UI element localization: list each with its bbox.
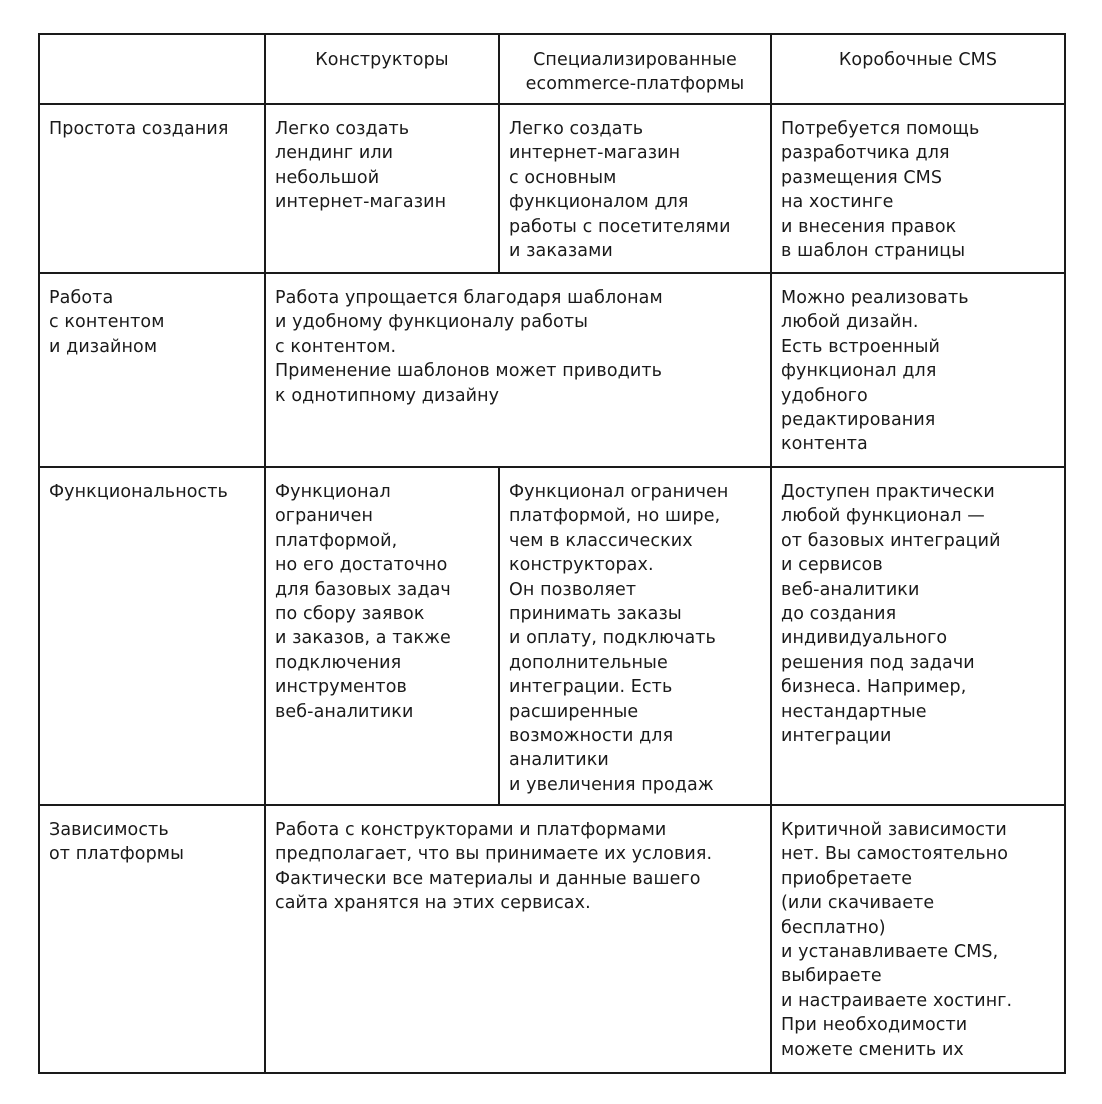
- cell-text-line: и увеличения продаж: [509, 774, 714, 795]
- comparison-table: [38, 33, 1066, 1074]
- cell-text-line: с контентом.: [275, 336, 397, 357]
- cell-text-line: расширенные: [509, 701, 639, 722]
- platforms-cell: [499, 467, 771, 805]
- cell-text-line: интеграции: [781, 726, 892, 747]
- cell-text-line: нестандартные: [781, 701, 927, 722]
- cell-text-line: можете сменить их: [781, 1039, 964, 1060]
- row-label-cell: [39, 104, 265, 273]
- cell-text-line: нет. Вы самостоятельно: [781, 844, 1009, 865]
- table-row-platform-dependency: [39, 805, 1065, 1073]
- cell-text-line: Простота создания: [49, 119, 229, 139]
- header-constructors: Конструкторы: [265, 34, 499, 104]
- cell-text-line: подключения: [275, 652, 402, 673]
- cell-text-line: от базовых интеграций: [781, 530, 1001, 551]
- cell-text-line: Функционал: [275, 482, 391, 502]
- cell-text-line: решения под задачи: [781, 652, 975, 673]
- cell-text-line: небольшой: [275, 167, 380, 188]
- cell-text-line: возможности для: [509, 726, 674, 747]
- cell-text-line: размещения CMS: [781, 167, 943, 188]
- cell-text-line: от платформы: [49, 844, 185, 865]
- cell-text-line: и заказов, а также: [275, 628, 451, 649]
- cell-text-line: с контентом: [49, 312, 165, 333]
- cell-text-line: и устанавливаете CMS,: [781, 942, 999, 963]
- cell-text-line: и дизайном: [49, 336, 158, 357]
- row-label-cell: [39, 273, 265, 467]
- cell-text-line: платформой,: [275, 530, 398, 551]
- cell-text-line: Легко создать: [509, 119, 644, 139]
- header-empty-cell: [39, 34, 265, 104]
- constructors-platforms-merged-cell: [265, 805, 771, 1073]
- header-cms: Коробочные CMS: [771, 34, 1065, 104]
- cell-text-line: Критичной зависимости: [781, 820, 1007, 840]
- cell-text-line: Доступен практически: [781, 482, 995, 502]
- cell-text-line: веб-аналитики: [275, 701, 414, 722]
- cell-text-line: по сбору заявок: [275, 604, 425, 625]
- cell-text-line: и настраиваете хостинг.: [781, 990, 1013, 1011]
- cell-text-line: до создания: [781, 604, 897, 625]
- cell-text-line: функционалом для: [509, 192, 689, 213]
- constructors-cell: [265, 467, 499, 805]
- constructors-cell: [265, 104, 499, 273]
- cell-text-line: и внесения правок: [781, 216, 957, 237]
- cell-text-line: функционал для: [781, 361, 937, 382]
- cell-text-line: (или скачиваете: [781, 893, 935, 914]
- cell-text-line: лендинг или: [275, 143, 394, 164]
- cell-text-line: сайта хранятся на этих сервисах.: [275, 893, 591, 914]
- cell-text-line: бизнеса. Например,: [781, 677, 967, 698]
- row-label-cell: [39, 467, 265, 805]
- table-row-functionality: [39, 467, 1065, 805]
- table-row-content-design: [39, 273, 1065, 467]
- cell-text-line: интеграции. Есть: [509, 677, 673, 698]
- cell-text-line: работы с посетителями: [509, 216, 731, 237]
- cell-text-line: и сервисов: [781, 555, 883, 576]
- cell-text-line: дополнительные: [509, 652, 668, 673]
- cell-text-line: на хостинге: [781, 192, 894, 213]
- table-header-row: [39, 34, 1065, 104]
- cms-cell: [771, 805, 1065, 1073]
- cms-cell: [771, 467, 1065, 805]
- cell-text-line: Легко создать: [275, 119, 410, 139]
- table-row-simplicity: [39, 104, 1065, 273]
- constructors-platforms-merged-cell: [265, 273, 771, 467]
- cell-text-line: Работа с конструкторами и платформами: [275, 820, 667, 840]
- cell-text-line: Применение шаблонов может приводить: [275, 361, 663, 382]
- cell-text-line: Он позволяет: [509, 579, 637, 600]
- cell-text-line: удобного: [781, 385, 868, 406]
- cell-text-line: платформой, но шире,: [509, 506, 721, 527]
- cell-text-line: для базовых задач: [275, 579, 451, 600]
- cell-text-line: Можно реализовать: [781, 288, 969, 308]
- cell-text-line: любой дизайн.: [781, 312, 919, 333]
- cell-text-line: и оплату, подключать: [509, 628, 716, 649]
- cell-text-line: Фактически все материалы и данные вашего: [275, 868, 701, 889]
- cell-text-line: интернет-магазин: [509, 143, 681, 164]
- cell-text-line: инструментов: [275, 677, 407, 698]
- cell-text-line: Функциональность: [49, 482, 228, 502]
- header-platforms: Специализированные ecommerce-платформы: [499, 34, 771, 104]
- cell-text-line: принимать заказы: [509, 604, 682, 625]
- cell-text-line: индивидуального: [781, 628, 948, 649]
- cell-text-line: бесплатно): [781, 917, 886, 938]
- cell-text-line: Потребуется помощь: [781, 119, 980, 139]
- cms-cell: [771, 273, 1065, 467]
- cell-text-line: аналитики: [509, 750, 609, 771]
- cell-text-line: конструкторах.: [509, 555, 654, 576]
- cell-text-line: приобретаете: [781, 868, 913, 889]
- cell-text-line: Работа: [49, 288, 114, 308]
- cell-text-line: Работа упрощается благодаря шаблонам: [275, 288, 663, 308]
- platforms-cell: [499, 104, 771, 273]
- cell-text-line: и заказами: [509, 241, 613, 262]
- cell-text-line: с основным: [509, 167, 617, 188]
- cell-text-line: Есть встроенный: [781, 336, 941, 357]
- cell-text-line: веб-аналитики: [781, 579, 920, 600]
- cell-text-line: ограничен: [275, 506, 373, 527]
- cell-text-line: к однотипному дизайну: [275, 385, 500, 406]
- cell-text-line: в шаблон страницы: [781, 241, 966, 262]
- cell-text-line: и удобному функционалу работы: [275, 312, 588, 333]
- cell-text-line: выбираете: [781, 966, 882, 987]
- cell-text-line: Зависимость: [49, 820, 169, 840]
- cell-text-line: интернет-магазин: [275, 192, 447, 213]
- cell-text-line: Функционал ограничен: [509, 482, 729, 502]
- cms-cell: [771, 104, 1065, 273]
- cell-text-line: но его достаточно: [275, 555, 448, 576]
- cell-text-line: предполагает, что вы принимаете их условия.: [275, 844, 713, 865]
- cell-text-line: разработчика для: [781, 143, 950, 164]
- row-label-cell: [39, 805, 265, 1073]
- cell-text-line: контента: [781, 434, 868, 455]
- cell-text-line: любой функционал —: [781, 506, 985, 527]
- cell-text-line: При необходимости: [781, 1015, 968, 1036]
- cell-text-line: редактирования: [781, 410, 936, 431]
- cell-text-line: чем в классических: [509, 530, 693, 551]
